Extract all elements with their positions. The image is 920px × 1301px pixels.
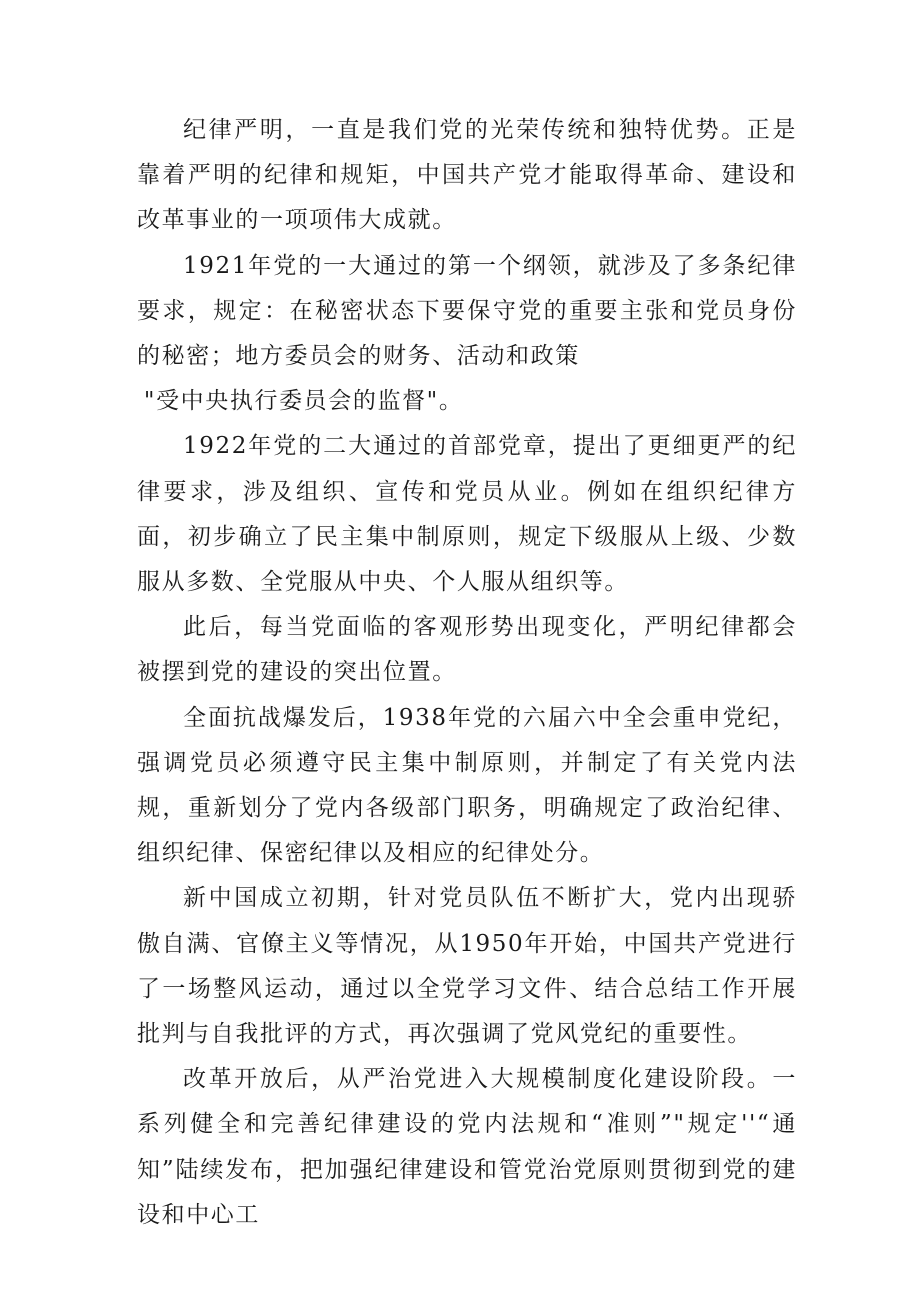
paragraph-7: 改革开放后，从严治党进入大规模制度化建设阶段。一系列健全和完善纪律建设的党内法规和“准则”"规定''“通知”陆续发布，把加强纪律建设和管党治党原则贯彻到党的建设和中心工 <box>137 1066 797 1228</box>
paragraph-1: 纪律严明，一直是我们党的光荣传统和独特优势。正是靠着严明的纪律和规矩，中国共产党才能取得革命、建设和改革事业的一项项伟大成就。 <box>137 117 797 234</box>
paragraph-4: 此后，每当党面临的客观形势出现变化，严明纪律都会被摆到党的建设的突出位置。 <box>137 614 797 686</box>
paragraph-2-text: 1921年党的一大通过的第一个纲领，就涉及了多条纪律要求，规定：在秘密状态下要保守党的重要主张和党员身份的秘密；地方委员会的财务、活动和政策 <box>137 252 797 370</box>
paragraph-2-continuation: "受中央执行委员会的监督"。 <box>143 388 464 415</box>
body-text <box>137 108 797 1238</box>
paragraph-6: 新中国成立初期，针对党员队伍不断扩大，党内出现骄傲自满、官僚主义等情况，从1950年开始，中国共产党进行了一场整风运动，通过以全党学习文件、结合总结工作开展批判与自我批评的方式，再次强调了党风党纪的重要性。 <box>137 885 797 1048</box>
paragraph-2 <box>137 244 797 425</box>
paragraph-5: 全面抗战爆发后，1938年党的六届六中全会重申党纪，强调党员必须遵守民主集中制原则，并制定了有关党内法规，重新划分了党内各级部门职务，明确规定了政治纪律、组织纪律、保密纪律以及相应的纪律处分。 <box>137 704 797 867</box>
paragraph-3: 1922年党的二大通过的首部党章，提出了更细更严的纪律要求，涉及组织、宣传和党员从业。例如在组织纪律方面，初步确立了民主集中制原则，规定下级服从上级、少数服从多数、全党服从中央、个人服从组织等。 <box>137 433 797 596</box>
